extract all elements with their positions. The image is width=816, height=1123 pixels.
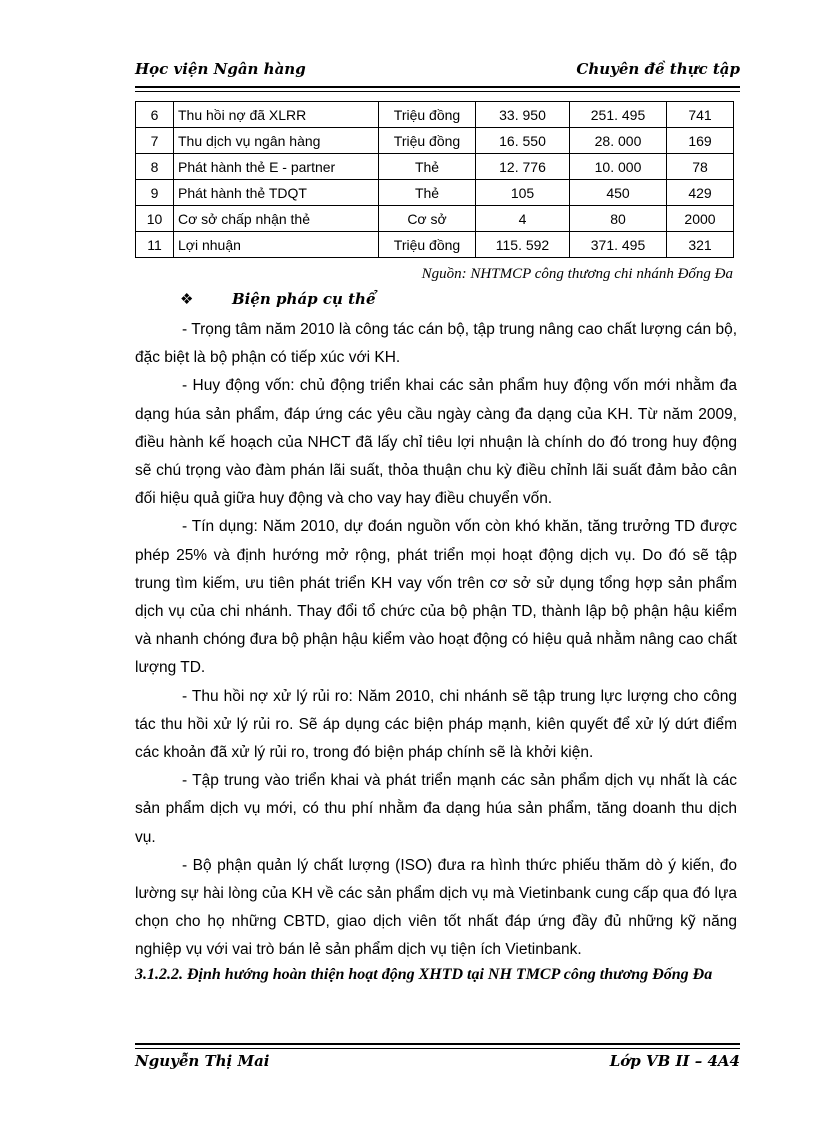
table-cell-name: Phát hành thẻ E - partner (174, 154, 379, 180)
table-cell-no: 10 (136, 206, 174, 232)
table-cell-unit: Thẻ (379, 154, 476, 180)
paragraph: - Trọng tâm năm 2010 là công tác cán bộ, tập trung nâng cao chất lượng cán bộ, đặc biệt là bộ phận có tiếp xúc với KH. (135, 321, 737, 367)
table-cell-v1: 16. 550 (476, 128, 570, 154)
page-header (135, 60, 740, 84)
header-document-type: Chuyên đề thực tập (576, 60, 740, 78)
subsection-heading: 3.1.2.2. Định hướng hoàn thiện hoạt động XHTD tại NH TMCP công thương Đống Đa (135, 966, 713, 983)
body-text (135, 316, 737, 965)
footer-class: Lớp VB II – 4A4 (609, 1052, 740, 1070)
page-footer (135, 1052, 740, 1076)
table-cell-no: 8 (136, 154, 174, 180)
table-row (136, 154, 734, 180)
paragraph: - Bộ phận quản lý chất lượng (ISO) đưa ra hình thức phiếu thăm dò ý kiến, đo lường sự hài lòng của KH về các sản phẩm dịch vụ mà Vietinbank cung cấp qua đó lựa chọn cho họ những CBTD, giao dịch viên tốt nhất đáp ứng đầy đủ những kỹ năng nghiệp vụ với vai trò bán lẻ sản phẩm dịch vụ tiện ích Vietinbank. (135, 856, 737, 959)
table-row (136, 128, 734, 154)
table-cell-v2: 10. 000 (570, 154, 667, 180)
table-cell-v2: 80 (570, 206, 667, 232)
table-cell-unit: Triệu đồng (379, 232, 476, 258)
paragraph: - Tập trung vào triển khai và phát triển mạnh các sản phẩm dịch vụ nhất là các sản phẩm dịch vụ mới, có thu phí nhằm đa dạng húa sản phẩm, tăng doanh thu dịch vụ. (135, 772, 737, 846)
header-institution: Học viện Ngân hàng (135, 60, 306, 78)
table-cell-v2: 251. 495 (570, 102, 667, 128)
table-cell-v3: 2000 (667, 206, 734, 232)
table-cell-v2: 28. 000 (570, 128, 667, 154)
table-cell-unit: Triệu đồng (379, 102, 476, 128)
table-cell-v1: 115. 592 (476, 232, 570, 258)
table-cell-unit: Cơ sở (379, 206, 476, 232)
table-cell-v3: 429 (667, 180, 734, 206)
section-title: Biện pháp cụ thể (232, 290, 376, 308)
table-cell-no: 7 (136, 128, 174, 154)
diamond-bullet-icon: ❖ (180, 290, 194, 308)
footer-rule (135, 1043, 740, 1045)
table-cell-name: Cơ sở chấp nhận thẻ (174, 206, 379, 232)
table-cell-v1: 4 (476, 206, 570, 232)
table-row (136, 206, 734, 232)
paragraph: - Huy động vốn: chủ động triển khai các sản phẩm huy động vốn mới nhằm đa dạng húa sản phẩm, đáp ứng các yêu cầu ngày càng đa dạng của KH. Từ năm 2009, điều hành kế hoạch của NHCT đã lấy chỉ tiêu lợi nhuận là chính do đó trong huy động sẽ chú trọng vào đàm phán lãi suất, thỏa thuận chu kỳ điều chỉnh lãi suất đảm bảo cân đối hiệu quả giữa huy động và cho vay hay điều chuyển vốn. (135, 377, 737, 508)
table-cell-v1: 105 (476, 180, 570, 206)
header-rule (135, 86, 740, 88)
table-cell-v1: 12. 776 (476, 154, 570, 180)
footer-author: Nguyễn Thị Mai (135, 1052, 270, 1070)
table-row (136, 180, 734, 206)
table-row (136, 232, 734, 258)
paragraph: - Tín dụng: Năm 2010, dự đoán nguồn vốn còn khó khăn, tăng trưởng TD được phép 25% và định hướng mở rộng, phát triển mọi hoạt động dịch vụ. Do đó sẽ tập trung tìm kiếm, ưu tiên phát triển KH vay vốn trên cơ sở sử dụng tổng hợp sản phẩm dịch vụ của chi nhánh. Thay đổi tổ chức của bộ phận TD, thành lập bộ phận hậu kiểm và nhanh chóng đưa bộ phận hậu kiểm vào hoạt động có hiệu quả nhằm nâng cao chất lượng TD. (135, 518, 737, 677)
table-cell-v1: 33. 950 (476, 102, 570, 128)
table-cell-name: Lợi nhuận (174, 232, 379, 258)
header-rule-thin (135, 91, 740, 92)
paragraph: - Thu hồi nợ xử lý rủi ro: Năm 2010, chi nhánh sẽ tập trung lực lượng cho công tác thu hồi xử lý rủi ro. Sẽ áp dụng các biện pháp mạnh, kiên quyết để xử lý dứt điểm các khoản đã xử lý rủi ro, trong đó biện pháp chính sẽ là khởi kiện. (135, 687, 737, 762)
table-cell-unit: Triệu đồng (379, 128, 476, 154)
table-cell-no: 6 (136, 102, 174, 128)
results-table (135, 101, 734, 258)
table-row (136, 102, 734, 128)
table-cell-no: 9 (136, 180, 174, 206)
table-cell-v3: 78 (667, 154, 734, 180)
footer-rule-thin (135, 1048, 740, 1049)
table-cell-v2: 371. 495 (570, 232, 667, 258)
table-cell-name: Thu dịch vụ ngân hàng (174, 128, 379, 154)
table-cell-no: 11 (136, 232, 174, 258)
table-cell-v3: 169 (667, 128, 734, 154)
table-cell-v2: 450 (570, 180, 667, 206)
table-cell-unit: Thẻ (379, 180, 476, 206)
table-source-note: Nguồn: NHTMCP công thương chi nhánh Đống Đa (421, 266, 733, 282)
table-cell-name: Thu hồi nợ đã XLRR (174, 102, 379, 128)
section-heading (180, 290, 376, 308)
table-cell-v3: 741 (667, 102, 734, 128)
table-cell-v3: 321 (667, 232, 734, 258)
table-cell-name: Phát hành thẻ TDQT (174, 180, 379, 206)
